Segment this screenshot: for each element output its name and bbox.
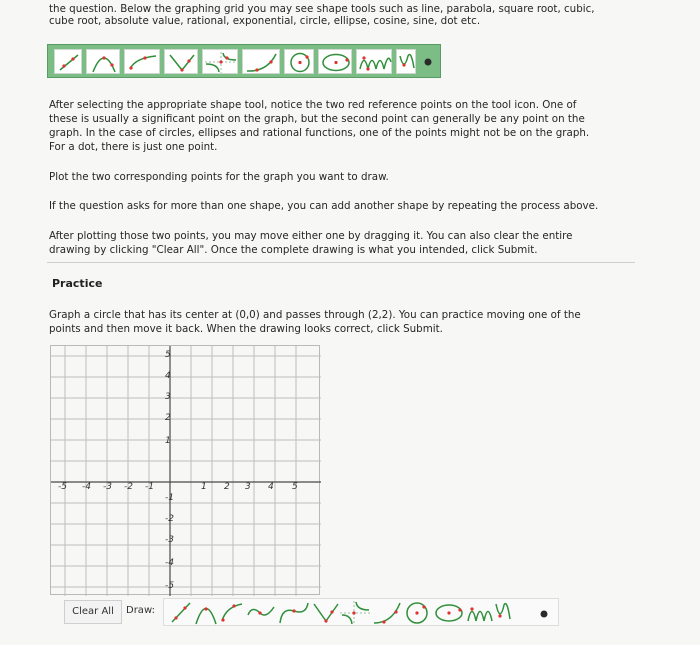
line-tool[interactable] (172, 603, 190, 622)
practice-heading: Practice (52, 277, 103, 290)
instruction-p1-line-4: For a dot, there is just one point. (49, 141, 218, 153)
rational-tool[interactable] (340, 601, 370, 625)
instruction-p2: Plot the two corresponding points for the graph you want to draw. (49, 171, 389, 183)
y-tick-label: -5 (165, 581, 174, 591)
cube-root-tool[interactable] (248, 607, 274, 615)
sine-tool-button[interactable] (356, 49, 392, 74)
cosine-icon (397, 50, 417, 75)
y-tick-label: 3 (165, 392, 171, 402)
y-tick-label: 4 (165, 371, 171, 381)
y-tick-label: 5 (165, 350, 171, 360)
y-tick-label: -3 (165, 535, 174, 545)
cosine-tool[interactable] (496, 604, 510, 619)
draw-tools (164, 599, 560, 627)
x-tick-label: -5 (58, 482, 67, 492)
x-tick-label: -3 (103, 482, 112, 492)
draw-toolbar (163, 598, 559, 626)
instruction-p4-line-2: drawing by clicking "Clear All". Once the complete drawing is what you intended, click Submit. (49, 244, 538, 256)
shape-toolbar (47, 44, 441, 78)
instruction-p1-line-3: graph. In the case of circles, ellipses and rational functions, one of the points might not be on the graph. (49, 127, 590, 139)
rational-icon (203, 50, 239, 75)
exponential-tool[interactable] (374, 603, 400, 624)
line-icon (55, 50, 83, 75)
y-tick-label: 1 (165, 436, 171, 446)
draw-label: Draw: (126, 605, 155, 616)
graphing-grid[interactable] (50, 345, 320, 595)
dot-tool[interactable] (541, 611, 548, 618)
instruction-p4-line-1: After plotting those two points, you may move either one by dragging it. You can also clear the entire (49, 230, 573, 242)
practice-text-line-1: Graph a circle that has its center at (0,0) and passes through (2,2). You can practice moving one of the (49, 309, 581, 321)
ellipse-tool-button[interactable] (318, 49, 352, 74)
square-root-icon (125, 50, 161, 75)
parabola-tool-button[interactable] (86, 49, 120, 74)
circle-icon (285, 50, 315, 75)
absolute-value-tool[interactable] (314, 604, 338, 623)
y-tick-label: 2 (165, 413, 171, 423)
parabola-icon (87, 50, 121, 75)
line-tool-button[interactable] (54, 49, 82, 74)
x-tick-label: 5 (292, 482, 298, 492)
absolute-value-tool-button[interactable] (164, 49, 198, 74)
cubic-tool[interactable] (280, 603, 308, 623)
x-tick-label: -2 (124, 482, 133, 492)
ellipse-icon (319, 50, 353, 75)
square-root-tool[interactable] (221, 604, 242, 622)
instruction-p3: If the question asks for more than one shape, you can add another shape by repeating the process above. (49, 200, 599, 212)
cosine-tool-button[interactable] (396, 49, 416, 74)
exponential-icon (243, 50, 281, 75)
instruction-p1-line-1: After selecting the appropriate shape tool, notice the two red reference points on the tool icon. One of (49, 99, 577, 111)
ellipse-tool[interactable] (436, 605, 462, 621)
y-tick-label: -2 (165, 514, 174, 524)
y-tick-label: -1 (165, 493, 174, 503)
x-tick-label: 2 (224, 482, 230, 492)
instruction-p1-line-2: these is usually a significant point on the graph, but the second point can generally be any point on the (49, 113, 585, 125)
x-tick-label: 3 (245, 482, 251, 492)
dot-tool-button[interactable] (420, 49, 436, 74)
clear-all-button[interactable]: Clear All (64, 600, 122, 624)
absolute-value-icon (165, 50, 199, 75)
x-tick-label: 1 (201, 482, 207, 492)
sine-tool[interactable] (468, 607, 492, 621)
exponential-tool-button[interactable] (242, 49, 280, 74)
section-divider (47, 262, 635, 263)
x-tick-label: 4 (268, 482, 274, 492)
circle-tool-button[interactable] (284, 49, 314, 74)
x-tick-label: -1 (145, 482, 154, 492)
circle-tool[interactable] (407, 603, 427, 623)
square-root-tool-button[interactable] (124, 49, 160, 74)
x-tick-label: -4 (82, 482, 91, 492)
rational-tool-button[interactable] (202, 49, 238, 74)
dot-icon (420, 49, 436, 74)
grid-lines (51, 346, 321, 596)
intro-line-1: the question. Below the graphing grid you may see shape tools such as line, parabola, square root, cubic, (49, 3, 595, 15)
sine-icon (357, 50, 393, 75)
practice-text-line-2: points and then move it back. When the drawing looks correct, click Submit. (49, 323, 443, 335)
intro-line-2: cube root, absolute value, rational, exponential, circle, ellipse, cosine, sine, dot etc. (49, 15, 481, 27)
parabola-tool[interactable] (196, 607, 216, 624)
y-tick-label: -4 (165, 558, 174, 568)
